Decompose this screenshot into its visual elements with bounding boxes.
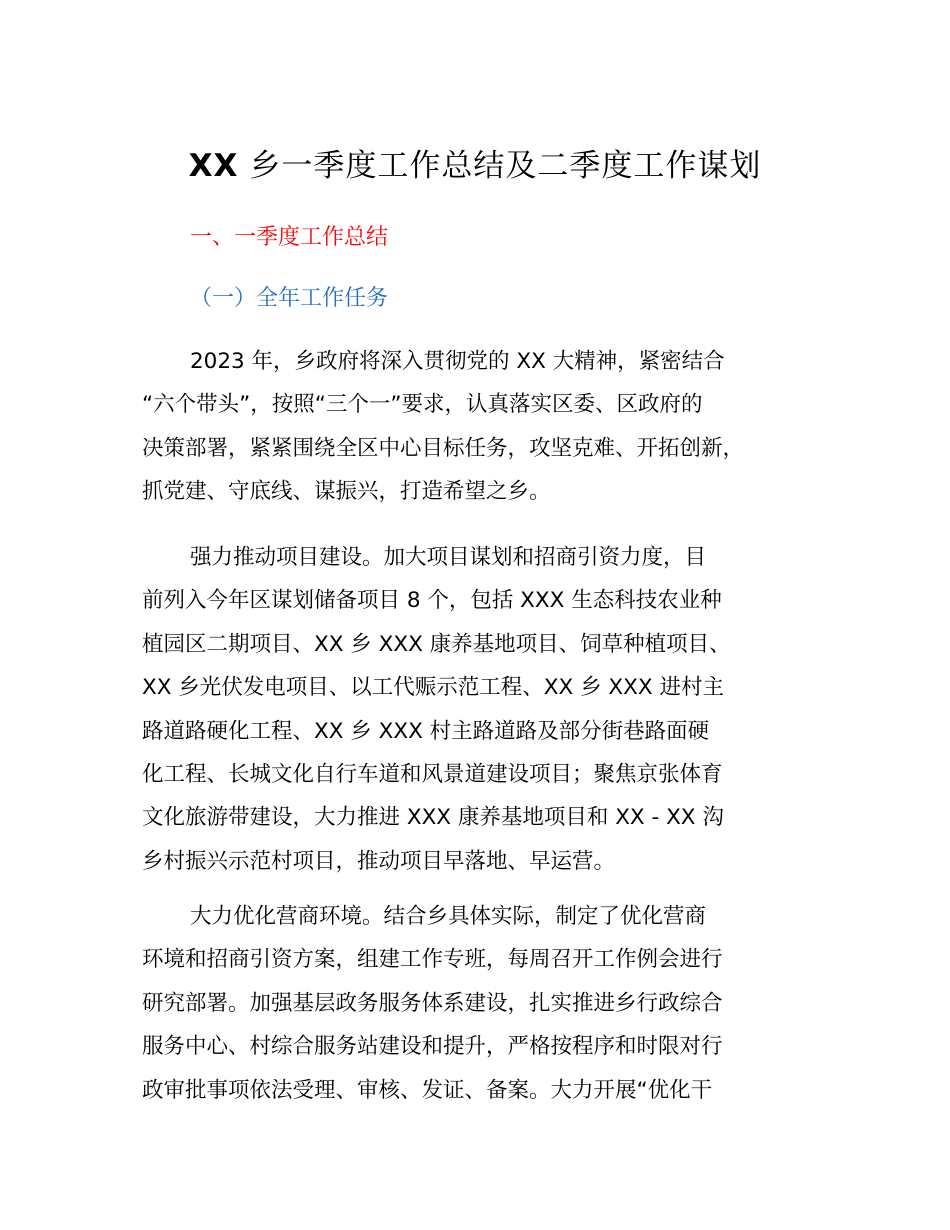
document-title — [0, 144, 950, 188]
paragraph-line: 环境和招商引资方案，组建工作专班，每周召开工作例会进行 — [142, 947, 723, 973]
paragraph-3 — [142, 895, 842, 1112]
paragraph-line: 大力优化营商环境。结合乡具体实际，制定了优化营商 — [190, 904, 707, 929]
paragraph-line: 2023 年，乡政府将深入贯彻党的 XX 大精神，紧密结合 — [190, 349, 725, 374]
paragraph-line: 强力推动项目建设。加大项目谋划和招商引资力度，目 — [190, 545, 707, 570]
paragraph-line: 决策部署，紧紧围绕全区中心目标任务，攻坚克难、开拓创新， — [142, 435, 745, 461]
paragraph-line: “六个带头”，按照“三个一”要求，认真落实区委、区政府的 — [142, 392, 703, 418]
paragraph-line: 植园区二期项目、XX 乡 XXX 康养基地项目、饲草种植项目、 — [142, 631, 731, 657]
paragraph-line: XX 乡光伏发电项目、以工代赈示范工程、XX 乡 XXX 进村主 — [142, 675, 724, 701]
paragraph-1 — [142, 340, 842, 514]
paragraph-line: 研究部署。加强基层政务服务体系建设，扎实推进乡行政综合 — [142, 990, 723, 1016]
paragraph-line: 文化旅游带建设，大力推进 XXX 康养基地项目和 XX - XX 沟 — [142, 805, 724, 831]
paragraph-line: 抓党建、守底线、谋振兴，打造希望之乡。 — [142, 479, 551, 505]
paragraph-line: 政审批事项依法受理、审核、发证、备案。大力开展“优化干 — [142, 1077, 713, 1103]
subsection-heading-1: （一）全年工作任务 — [190, 286, 389, 311]
paragraph-line: 化工程、长城文化自行车道和风景道建设项目；聚焦京张体育 — [142, 762, 723, 788]
paragraph-line: 服务中心、村综合服务站建设和提升，严格按程序和时限对行 — [142, 1034, 723, 1060]
paragraph-line: 路道路硬化工程、XX 乡 XXX 村主路道路及部分街巷路面硬 — [142, 718, 710, 744]
section-heading-1: 一、一季度工作总结 — [190, 225, 389, 250]
paragraph-2 — [142, 536, 842, 883]
title-text: 乡一季度工作总结及二季度工作谋划 — [238, 148, 762, 184]
title-prefix: XX — [188, 148, 239, 184]
paragraph-line: 乡村振兴示范村项目，推动项目早落地、早运营。 — [142, 848, 616, 874]
paragraph-line: 前列入今年区谋划储备项目 8 个，包括 XXX 生态科技农业种 — [142, 588, 722, 614]
